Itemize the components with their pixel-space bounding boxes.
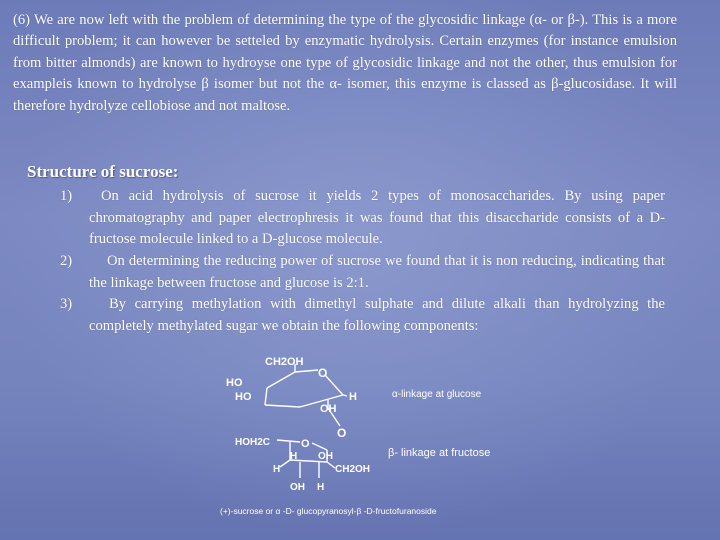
list-item-text: By carrying methylation with dimethyl sulphate and dilute alkali than hydrolyzing the completely methylated sugar we obtain the following components: bbox=[89, 296, 665, 334]
list-item-number: 3) bbox=[60, 296, 73, 312]
list-item bbox=[60, 186, 665, 251]
glycosidic-bridge-o-label: O bbox=[337, 426, 347, 440]
list-item-text: On determining the reducing power of sucrose we found that it is non reducing, indicating that the linkage between fructose and glucose is 2:1. bbox=[89, 253, 665, 291]
list-item-number: 2) bbox=[60, 253, 73, 269]
intro-paragraph: (6) We are now left with the problem of determining the type of the glycosidic linkage (α- or β-). This is a more difficult problem; it can however be setteled by enzymatic hydrolysis. Certain enzymes (for instance emulsion from bitter almonds) are known to hydroyse one type of glycosidic linkage and not the other, thus emulsion for exampleis known to hydrolyse β isomer but not the α- isomer, this enzyme is classed as β-glucosidase. It will therefore hydrolyze cellobiose and not maltose. bbox=[13, 12, 677, 114]
sucrose-structure-diagram bbox=[215, 350, 515, 525]
list-item-text: On acid hydrolysis of sucrose it yields 2 types of monosaccharides. By using paper chromatography and paper electrophresis it was found that this disaccharide consists of a D-fructose molecule linked to a D-glucose molecule. bbox=[89, 188, 665, 248]
fructose-h-label-2: H bbox=[273, 464, 281, 475]
fructose-h-label-3: H bbox=[317, 482, 325, 493]
glucose-oh-label: OH bbox=[320, 403, 337, 415]
diagram-caption: (+)-sucrose or α -D- glucopyranosyl-β -D-fructofuranoside bbox=[220, 506, 437, 516]
beta-linkage-label: β- linkage at fructose bbox=[388, 447, 491, 459]
list-item bbox=[60, 294, 665, 337]
glucose-ch2oh-label: CH2OH bbox=[265, 356, 304, 368]
fructose-oh-label-2: OH bbox=[290, 482, 305, 493]
alpha-linkage-label: α-linkage at glucose bbox=[392, 389, 482, 400]
fructose-h-label-1: H bbox=[290, 451, 298, 462]
list-item bbox=[60, 251, 665, 294]
glucose-h-label: H bbox=[349, 391, 357, 403]
fructose-oh-label-1: OH bbox=[318, 451, 333, 462]
fructose-ring-o-label: O bbox=[301, 438, 310, 450]
fructose-hoh2c-label: HOH2C bbox=[235, 437, 271, 448]
list-item-number: 1) bbox=[60, 188, 73, 204]
fructose-ch2oh-label: CH2OH bbox=[335, 464, 371, 475]
section-heading: Structure of sucrose: bbox=[27, 162, 179, 181]
glucose-ho-label-2: HO bbox=[235, 391, 252, 403]
glucose-ho-label-1: HO bbox=[226, 377, 243, 389]
glucose-ring-o-label: O bbox=[318, 366, 328, 380]
